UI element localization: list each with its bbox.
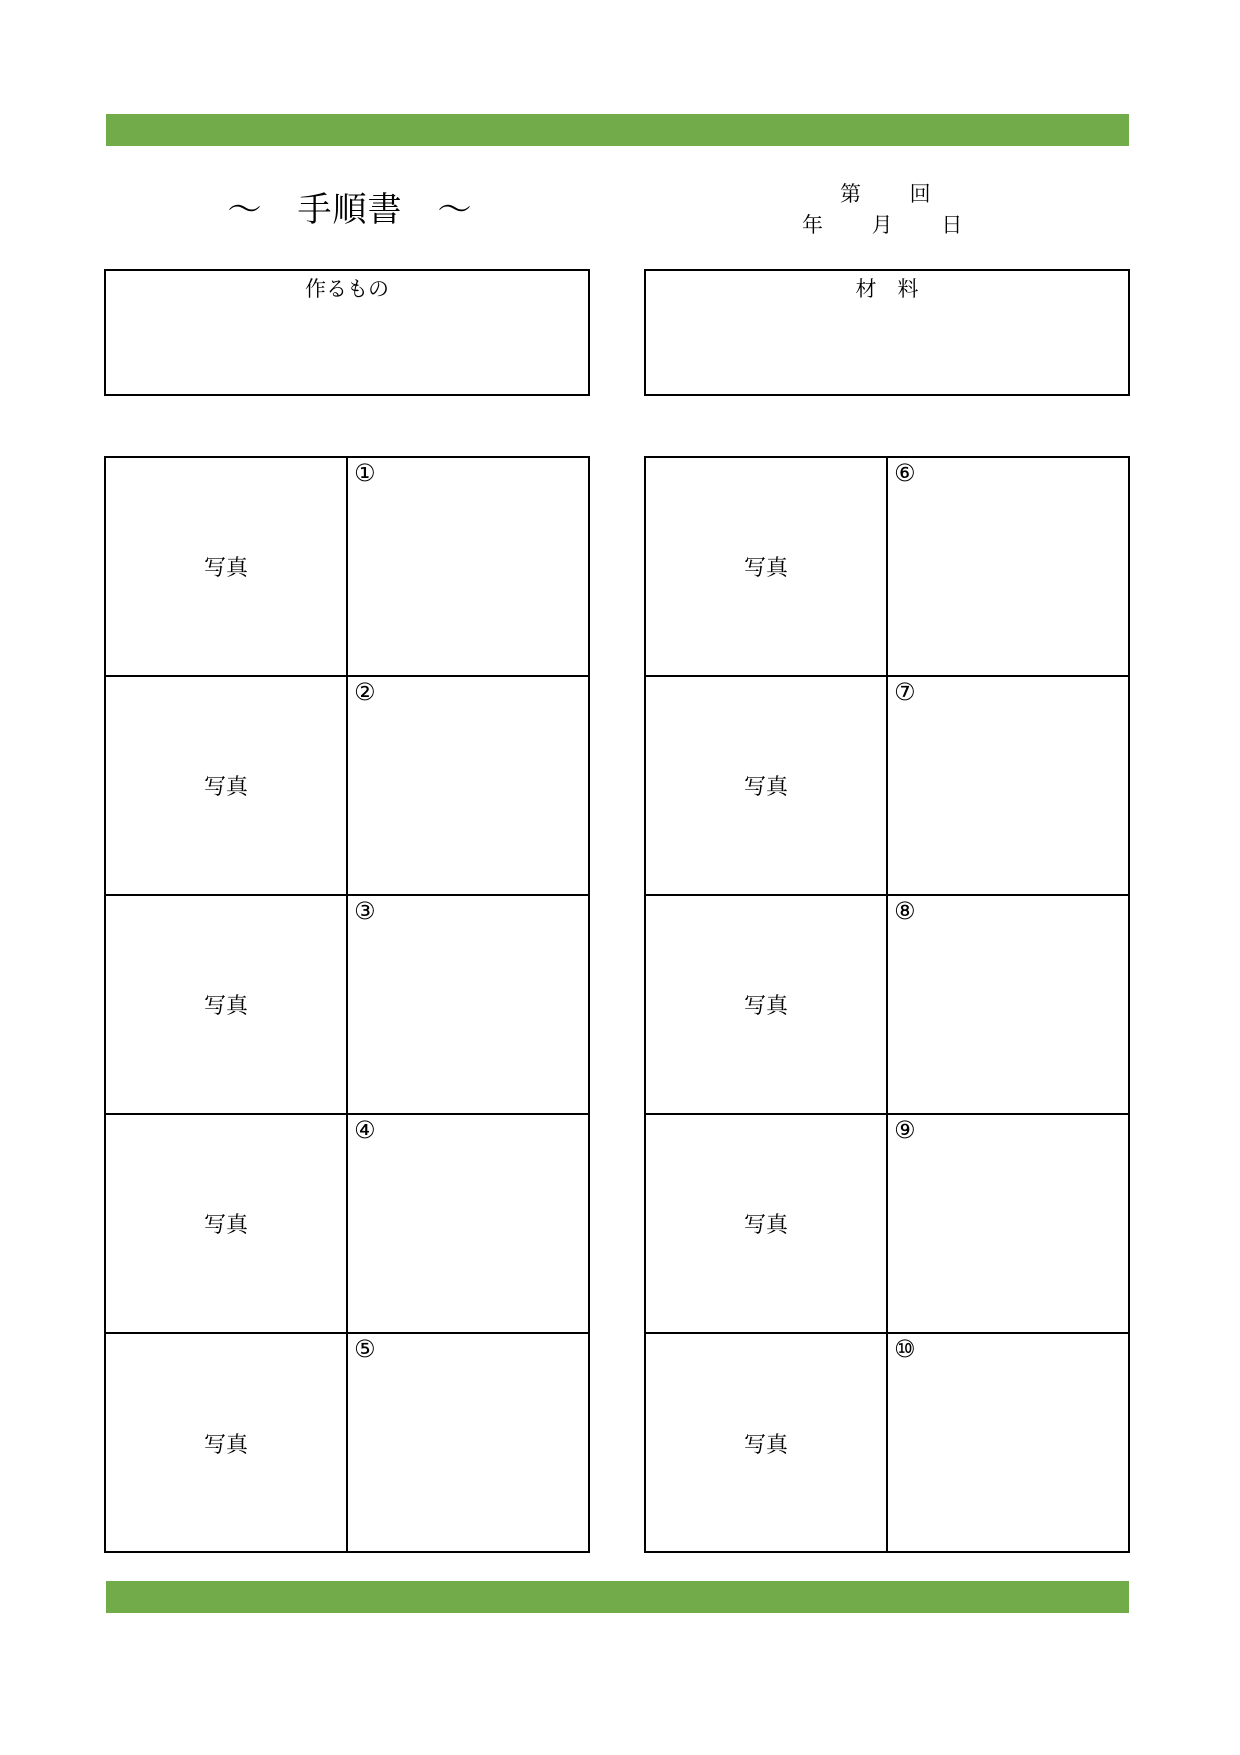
materials-box[interactable]	[644, 269, 1130, 396]
photo-cell[interactable]: 写真	[106, 1334, 348, 1553]
photo-cell[interactable]: 写真	[646, 1115, 888, 1332]
step-row	[646, 677, 1128, 896]
step-number: ②	[354, 678, 376, 706]
steps-grid-right	[644, 456, 1130, 1553]
step-cell[interactable]	[348, 458, 588, 675]
step-number: ⑥	[894, 459, 916, 487]
step-number: ⑤	[354, 1335, 376, 1363]
step-cell[interactable]	[888, 1115, 1128, 1332]
photo-cell[interactable]: 写真	[646, 896, 888, 1113]
step-row	[646, 1334, 1128, 1553]
materials-label: 材 料	[855, 277, 919, 301]
step-row	[106, 1115, 588, 1334]
step-number: ⑨	[894, 1116, 916, 1144]
step-number: ④	[354, 1116, 376, 1144]
step-row	[646, 896, 1128, 1115]
step-row	[646, 1115, 1128, 1334]
step-number: ⑧	[894, 897, 916, 925]
step-cell[interactable]	[348, 677, 588, 894]
page-title: ～ 手順書 ～	[227, 190, 473, 230]
step-row	[106, 896, 588, 1115]
step-cell[interactable]	[888, 458, 1128, 675]
photo-cell[interactable]: 写真	[106, 896, 348, 1113]
photo-cell[interactable]: 写真	[106, 458, 348, 675]
step-row	[106, 1334, 588, 1553]
photo-cell[interactable]: 写真	[646, 1334, 888, 1553]
step-row	[106, 458, 588, 677]
step-cell[interactable]	[888, 677, 1128, 894]
step-cell[interactable]	[348, 1115, 588, 1332]
step-number: ⑦	[894, 678, 916, 706]
session-number-field: 第 回	[840, 182, 931, 206]
product-label: 作るもの	[305, 277, 389, 301]
step-cell[interactable]	[348, 1334, 588, 1553]
step-cell[interactable]	[888, 1334, 1128, 1553]
photo-cell[interactable]: 写真	[646, 677, 888, 894]
step-cell[interactable]	[888, 896, 1128, 1113]
photo-cell[interactable]: 写真	[106, 1115, 348, 1332]
photo-cell[interactable]: 写真	[646, 458, 888, 675]
step-row	[646, 458, 1128, 677]
step-cell[interactable]	[348, 896, 588, 1113]
top-accent-bar	[106, 114, 1129, 146]
photo-cell[interactable]: 写真	[106, 677, 348, 894]
product-box[interactable]	[104, 269, 590, 396]
bottom-accent-bar	[106, 1581, 1129, 1613]
step-row	[106, 677, 588, 896]
step-number: ⑩	[894, 1335, 916, 1363]
step-number: ①	[354, 459, 376, 487]
date-field: 年 月 日	[802, 213, 963, 237]
steps-grid-left	[104, 456, 590, 1553]
step-number: ③	[354, 897, 376, 925]
